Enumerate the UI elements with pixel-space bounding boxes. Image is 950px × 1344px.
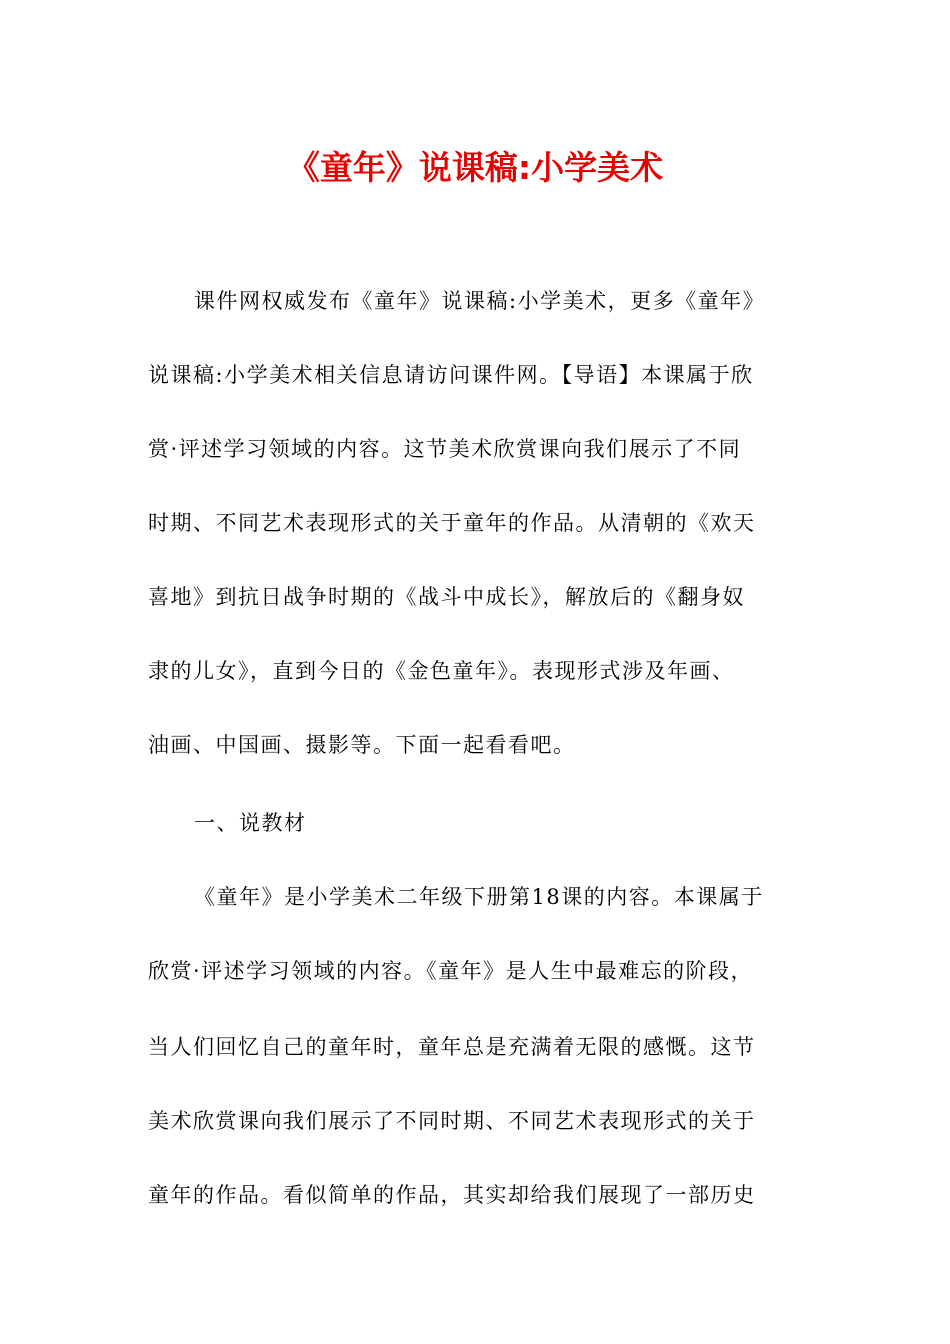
document-title: 《童年》说课稿:小学美术: [286, 148, 664, 187]
paragraph-line: 喜地》到抗日战争时期的《战斗中成长》，解放后的《翻身奴: [148, 585, 745, 609]
section-heading: 一、说教材: [194, 811, 307, 835]
paragraph-line: 《童年》是小学美术二年级下册第18课的内容。本课属于: [194, 885, 764, 909]
paragraph-line: 美术欣赏课向我们展示了不同时期、不同艺术表现形式的关于: [148, 1109, 756, 1133]
paragraph-line: 当人们回忆自己的童年时，童年总是充满着无限的感慨。这节: [148, 1035, 756, 1059]
paragraph-line: 童年的作品。看似简单的作品，其实却给我们展现了一部历史: [148, 1183, 756, 1207]
paragraph-line: 欣赏·评述学习领域的内容。《童年》是人生中最难忘的阶段，: [148, 959, 754, 983]
paragraph-line: 赏·评述学习领域的内容。这节美术欣赏课向我们展示了不同: [148, 437, 742, 461]
paragraph-line: 时期、不同艺术表现形式的关于童年的作品。从清朝的《欢天: [148, 511, 756, 535]
paragraph-line: 说课稿:小学美术相关信息请访问课件网。【导语】本课属于欣: [148, 363, 754, 387]
paragraph-line: 油画、中国画、摄影等。下面一起看看吧。: [148, 733, 576, 757]
paragraph-line: 隶的儿女》，直到今日的《金色童年》。表现形式涉及年画、: [148, 659, 735, 683]
paragraph-line: 课件网权威发布《童年》说课稿:小学美术，更多《童年》: [194, 289, 766, 313]
